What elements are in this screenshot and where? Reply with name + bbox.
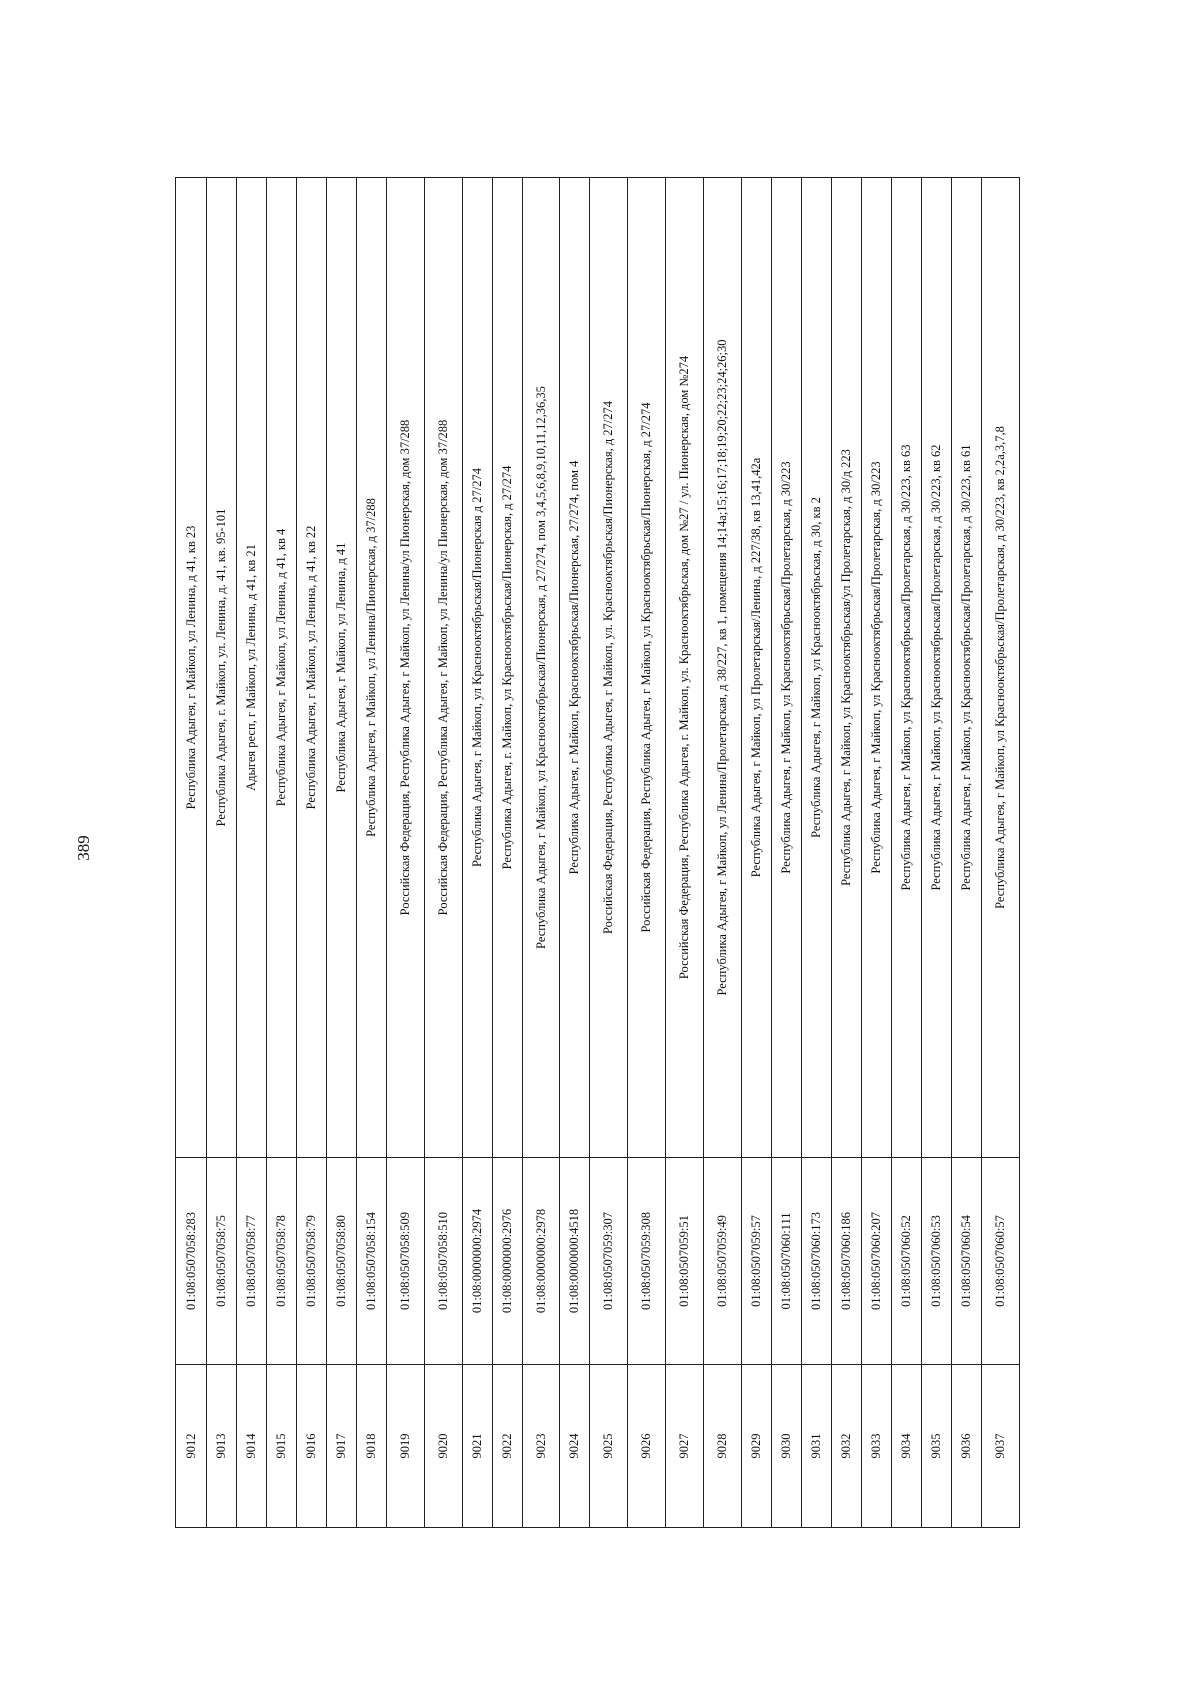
table-row [237, 178, 267, 1528]
cadastral-number-cell: 01:08:0507059:57 [742, 1158, 772, 1365]
cadastral-number-cell: 01:08:0000000:2976 [493, 1158, 523, 1365]
cadastral-number-cell: 01:08:0507060:111 [772, 1158, 802, 1365]
address-cell: Российская Федерация, Республика Адыгея, г Майкоп, ул Краснооктябрьская/Пионерская, д 27/274 [628, 178, 666, 1158]
table-row [590, 178, 628, 1528]
table-row [742, 178, 772, 1528]
register-table-body [176, 178, 1020, 1528]
table-row [493, 178, 523, 1528]
table-row [666, 178, 704, 1528]
row-number-cell: 9026 [628, 1365, 666, 1528]
row-number-cell: 9018 [357, 1365, 387, 1528]
row-number-cell: 9025 [590, 1365, 628, 1528]
cadastral-number-cell: 01:08:0507060:53 [922, 1158, 952, 1365]
table-row [523, 178, 560, 1528]
table-row [952, 178, 982, 1528]
address-cell: Российская Федерация, Республика Адыгея, г. Майкоп, ул. Краснооктябрьская, дом №27 / ул. Пионерская, дом №274 [666, 178, 704, 1158]
address-cell: Российская Федерация, Республика Адыгея, г Майкоп, ул. Краснооктябрьская/Пионерская, д 27/274 [590, 178, 628, 1158]
table-row [327, 178, 357, 1528]
row-number-cell: 9036 [952, 1365, 982, 1528]
table-row [862, 178, 892, 1528]
table-row [772, 178, 802, 1528]
cadastral-number-cell: 01:08:0507060:207 [862, 1158, 892, 1365]
address-cell: Республика Адыгея, г Майкоп, ул Ленина/Пионерская, д 37/288 [357, 178, 387, 1158]
cadastral-number-cell: 01:08:0507058:78 [267, 1158, 297, 1365]
table-row [892, 178, 922, 1528]
address-cell: Республика Адыгея, г Майкоп, ул Ленина, д 41 [327, 178, 357, 1158]
table-row [802, 178, 832, 1528]
table-row [267, 178, 297, 1528]
cadastral-number-cell: 01:08:0507059:49 [704, 1158, 742, 1365]
cadastral-number-cell: 01:08:0507058:80 [327, 1158, 357, 1365]
address-cell: Республика Адыгея, г Майкоп, ул Краснооктябрьская/Пролетарская, д 30/223, кв 62 [922, 178, 952, 1158]
table-row [922, 178, 952, 1528]
address-cell: Республика Адыгея, г Майкоп, ул Краснооктябрьская/Пролетарская, д 30/223 [862, 178, 892, 1158]
row-number-cell: 9035 [922, 1365, 952, 1528]
row-number-cell: 9013 [207, 1365, 237, 1528]
cadastral-number-cell: 01:08:0507060:52 [892, 1158, 922, 1365]
cadastral-number-cell: 01:08:0000000:4518 [560, 1158, 590, 1365]
row-number-cell: 9028 [704, 1365, 742, 1528]
cadastral-number-cell: 01:08:0507058:75 [207, 1158, 237, 1365]
address-cell: Республика Адыгея, г Майкоп, ул Краснооктябрьская/Пролетарская, д 30/223, кв 2,2а,3,7,8 [982, 178, 1020, 1158]
cadastral-number-cell: 01:08:0507058:509 [387, 1158, 425, 1365]
row-number-cell: 9033 [862, 1365, 892, 1528]
table-row [832, 178, 862, 1528]
table-row [704, 178, 742, 1528]
address-cell: Республика Адыгея, г Майкоп, ул Краснооктябрьская/Пролетарская, д 30/223 [772, 178, 802, 1158]
row-number-cell: 9016 [297, 1365, 327, 1528]
row-number-cell: 9022 [493, 1365, 523, 1528]
address-cell: Республика Адыгея, г Майкоп, ул Ленина/Пролетарская, д 38/227, кв 1, помещения 14;14а;15;16;17;18;19;20;22;23;24;26;30 [704, 178, 742, 1158]
address-cell: Республика Адыгея, г Майкоп, ул Ленина, д 41, кв 23 [176, 178, 207, 1158]
register-table-container [175, 177, 1088, 1528]
register-table [175, 177, 1020, 1528]
row-number-cell: 9014 [237, 1365, 267, 1528]
address-cell: Республика Адыгея, г. Майкоп, ул. Ленина, д. 41, кв. 95-101 [207, 178, 237, 1158]
row-number-cell: 9031 [802, 1365, 832, 1528]
row-number-cell: 9012 [176, 1365, 207, 1528]
row-number-cell: 9034 [892, 1365, 922, 1528]
row-number-cell: 9015 [267, 1365, 297, 1528]
address-cell: Республика Адыгея, г Майкоп, ул Пролетарская/Ленина, д 227/38, кв 13,41,42а [742, 178, 772, 1158]
address-cell: Республика Адыгея, г Майкоп, ул Краснооктябрьская/Пролетарская, д 30/223, кв 61 [952, 178, 982, 1158]
address-cell: Республика Адыгея, г Майкоп, ул Краснооктябрьская, д 30, кв 2 [802, 178, 832, 1158]
cadastral-number-cell: 01:08:0507060:57 [982, 1158, 1020, 1365]
table-row [560, 178, 590, 1528]
table-row [207, 178, 237, 1528]
address-cell: Республика Адыгея, г Майкоп, ул Ленина, д 41, кв 4 [267, 178, 297, 1158]
table-row [176, 178, 207, 1528]
register-table-rotated [175, 177, 1088, 1528]
cadastral-number-cell: 01:08:0507058:510 [425, 1158, 463, 1365]
address-cell: Российская Федерация, Республика Адыгея, г Майкоп, ул Ленина/ул Пионерская, дом 37/288 [387, 178, 425, 1158]
row-number-cell: 9037 [982, 1365, 1020, 1528]
row-number-cell: 9029 [742, 1365, 772, 1528]
address-cell: Республика Адыгея, г Майкоп, ул Ленина, д 41, кв 22 [297, 178, 327, 1158]
row-number-cell: 9017 [327, 1365, 357, 1528]
row-number-cell: 9023 [523, 1365, 560, 1528]
row-number-cell: 9030 [772, 1365, 802, 1528]
cadastral-number-cell: 01:08:0507059:51 [666, 1158, 704, 1365]
table-row [297, 178, 327, 1528]
table-row [425, 178, 463, 1528]
address-cell: Республика Адыгея, г. Майкоп, ул Краснооктябрьская/Пионерская, д 27/274 [493, 178, 523, 1158]
table-row [357, 178, 387, 1528]
table-row [982, 178, 1020, 1528]
cadastral-number-cell: 01:08:0507060:186 [832, 1158, 862, 1365]
cadastral-number-cell: 01:08:0000000:2978 [523, 1158, 560, 1365]
row-number-cell: 9020 [425, 1365, 463, 1528]
address-cell: Российская Федерация, Республика Адыгея, г Майкоп, ул Ленина/ул Пионерская, дом 37/288 [425, 178, 463, 1158]
cadastral-number-cell: 01:08:0507059:307 [590, 1158, 628, 1365]
cadastral-number-cell: 01:08:0507059:308 [628, 1158, 666, 1365]
address-cell: Республика Адыгея, г Майкоп, ул Краснооктябрьская/Пионерская, д 27/274, пом 3,4,5,6,8,9,10,11,12,36,35 [523, 178, 560, 1158]
table-row [628, 178, 666, 1528]
cadastral-number-cell: 01:08:0507058:154 [357, 1158, 387, 1365]
row-number-cell: 9027 [666, 1365, 704, 1528]
cadastral-number-cell: 01:08:0507060:173 [802, 1158, 832, 1365]
row-number-cell: 9024 [560, 1365, 590, 1528]
table-row [387, 178, 425, 1528]
row-number-cell: 9021 [463, 1365, 493, 1528]
table-row [463, 178, 493, 1528]
address-cell: Республика Адыгея, г Майкоп, ул Краснооктябрьская/Пролетарская, д 30/223, кв 63 [892, 178, 922, 1158]
address-cell: Адыгея респ, г Майкоп, ул Ленина, д 41, кв 21 [237, 178, 267, 1158]
page-number: 389 [74, 835, 93, 861]
address-cell: Республика Адыгея, г Майкоп, Краснооктябрьская/Пионерская, 27/274, пом 4 [560, 178, 590, 1158]
cadastral-number-cell: 01:08:0507058:77 [237, 1158, 267, 1365]
address-cell: Республика Адыгея, г Майкоп, ул Краснооктябрьская/ул Пролетарская, д 30/д 223 [832, 178, 862, 1158]
row-number-cell: 9019 [387, 1365, 425, 1528]
address-cell: Республика Адыгея, г Майкоп, ул Краснооктябрьская/Пионерская д 27/274 [463, 178, 493, 1158]
cadastral-number-cell: 01:08:0507060:54 [952, 1158, 982, 1365]
cadastral-number-cell: 01:08:0507058:283 [176, 1158, 207, 1365]
row-number-cell: 9032 [832, 1365, 862, 1528]
cadastral-number-cell: 01:08:0507058:79 [297, 1158, 327, 1365]
cadastral-number-cell: 01:08:0000000:2974 [463, 1158, 493, 1365]
